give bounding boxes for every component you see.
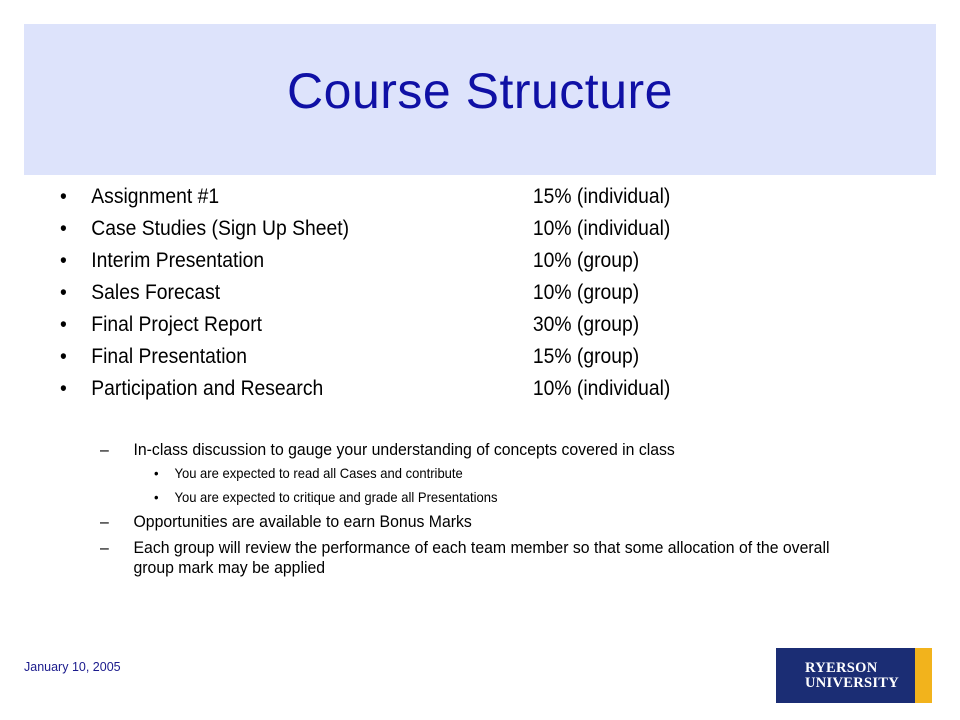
assessment-label: Participation and Research (91, 377, 324, 400)
discussion-point: You are expected to read all Cases and contribute (174, 465, 463, 481)
review-text: Each group will review the performance of each team member so that some allocation of the overall group mark may be applied (133, 538, 830, 577)
slide-title: Course Structure (287, 62, 673, 119)
assessment-item (60, 313, 851, 345)
logo-gold-stripe (915, 648, 932, 703)
subbullet: • (154, 465, 159, 481)
detail-item (100, 512, 844, 532)
assessment-weight: 10% (group) (532, 249, 640, 272)
title-band (24, 24, 936, 175)
assessment-label: Assignment #1 (91, 185, 220, 208)
assessment-item (60, 185, 851, 217)
detail-item (100, 440, 844, 460)
assessment-list (60, 185, 920, 409)
bullet: • (60, 313, 67, 336)
bullet: • (60, 217, 67, 240)
logo-line-2: UNIVERSITY (805, 674, 900, 691)
assessment-item (60, 217, 851, 249)
detail-subitem (154, 464, 848, 482)
assessment-item (60, 377, 851, 409)
bullet: • (60, 345, 67, 368)
ryerson-university-logo (776, 648, 932, 703)
dash-bullet: – (100, 538, 109, 557)
assessment-weight: 10% (individual) (532, 377, 671, 400)
assessment-weight: 10% (individual) (532, 217, 671, 240)
assessment-item (60, 345, 851, 377)
assessment-label: Case Studies (Sign Up Sheet) (91, 217, 350, 240)
assessment-weight: 10% (group) (532, 281, 640, 304)
dash-bullet: – (100, 440, 109, 459)
bullet: • (60, 185, 67, 208)
logo-line-1: RYERSON (805, 659, 878, 676)
assessment-item (60, 281, 851, 313)
logo-wordmark (805, 661, 899, 691)
discussion-point: You are expected to critique and grade all Presentations (174, 489, 498, 505)
assessment-weight: 15% (individual) (532, 185, 671, 208)
detail-subitem (154, 488, 848, 506)
bullet: • (60, 377, 67, 400)
discussion-text: In-class discussion to gauge your understanding of concepts covered in class (133, 440, 675, 459)
subbullet: • (154, 489, 159, 505)
assessment-weight: 15% (group) (532, 345, 640, 368)
assessment-label: Sales Forecast (91, 281, 221, 304)
details-section (100, 440, 900, 584)
assessment-label: Final Project Report (91, 313, 263, 336)
bonus-text: Opportunities are available to earn Bonus Marks (133, 512, 472, 531)
bullet: • (60, 249, 67, 272)
assessment-label: Interim Presentation (91, 249, 265, 272)
bullet: • (60, 281, 67, 304)
assessment-item (60, 249, 851, 281)
assessment-weight: 30% (group) (532, 313, 640, 336)
dash-bullet: – (100, 512, 109, 531)
detail-item (100, 538, 844, 578)
footer-date: January 10, 2005 (24, 660, 121, 674)
assessment-label: Final Presentation (91, 345, 248, 368)
